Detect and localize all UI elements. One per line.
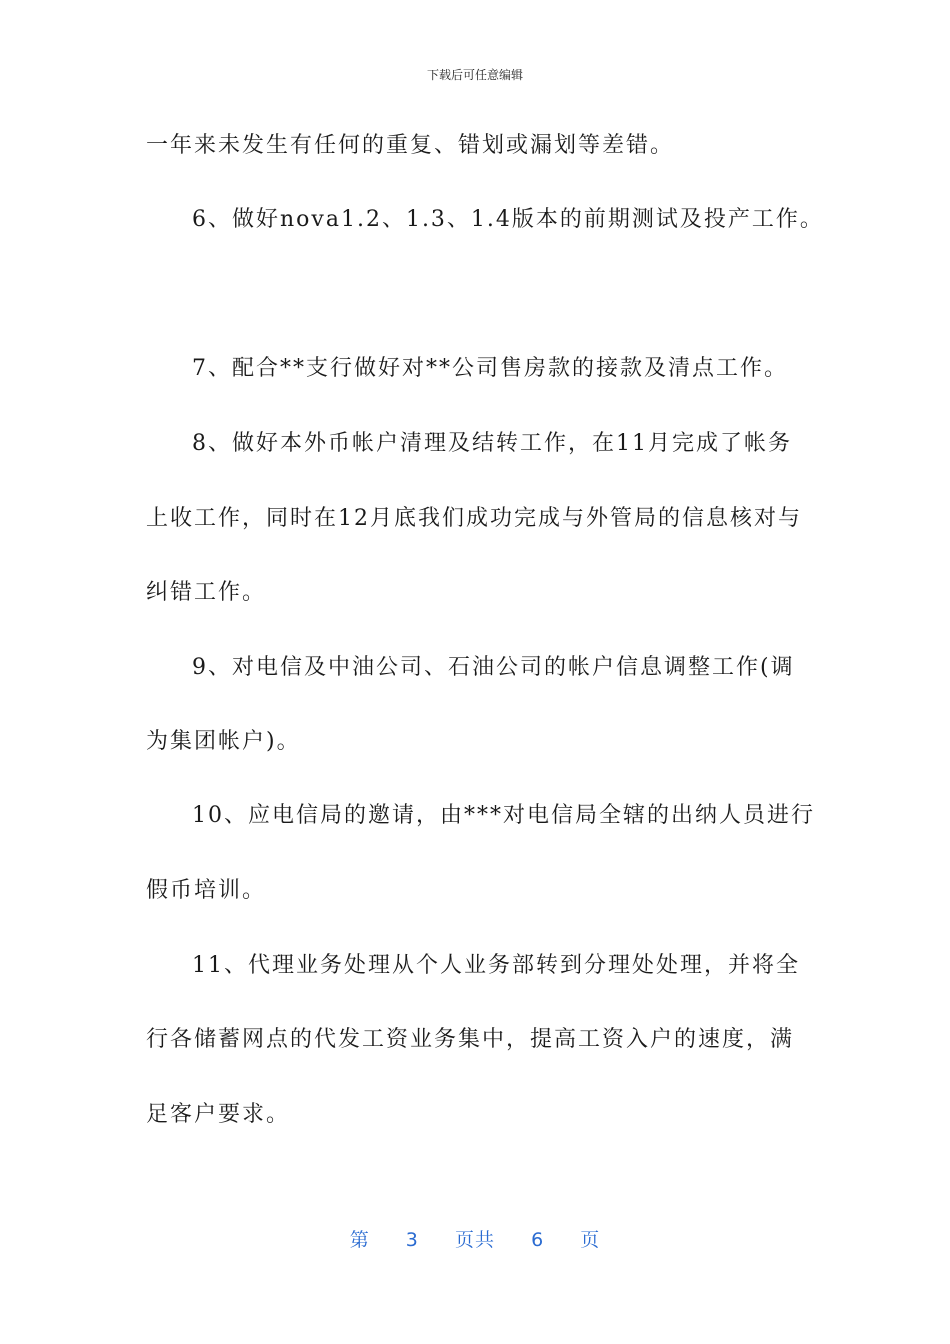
page-footer [0,1225,950,1252]
paragraph-line: 11、代理业务处理从个人业务部转到分理处处理，并将全 [192,953,800,978]
paragraph-line: 一年来未发生有任何的重复、错划或漏划等差错。 [146,133,675,158]
paragraph-line: 为集团帐户)。 [146,729,301,754]
page-header: 下载后可任意编辑 [426,68,523,82]
paragraph-line: 假币培训。 [146,878,267,903]
paragraph-line: 6、做好nova1.2、1.3、1.4版本的前期测试及投产工作。 [192,207,824,232]
paragraph-line: 纠错工作。 [146,580,267,605]
paragraph-line: 8、做好本外币帐户清理及结转工作，在11月完成了帐务 [192,431,792,456]
paragraph-line: 7、配合**支行做好对**公司售房款的接款及清点工作。 [192,356,788,381]
footer-middle: 页共 [454,1229,495,1251]
footer-total-pages: 6 [531,1229,545,1251]
footer-suffix: 页 [580,1229,601,1251]
footer-prefix: 第 [349,1229,370,1251]
paragraph-line: 9、对电信及中油公司、石油公司的帐户信息调整工作(调 [192,655,795,680]
paragraph-line: 上收工作，同时在12月底我们成功完成与外管局的信息核对与 [146,506,802,531]
paragraph-line: 行各储蓄网点的代发工资业务集中，提高工资入户的速度，满 [146,1027,795,1052]
paragraph-line: 10、应电信局的邀请，由***对电信局全辖的出纳人员进行 [192,803,815,828]
paragraph-line: 足客户要求。 [146,1102,291,1127]
footer-current-page: 3 [405,1229,419,1251]
